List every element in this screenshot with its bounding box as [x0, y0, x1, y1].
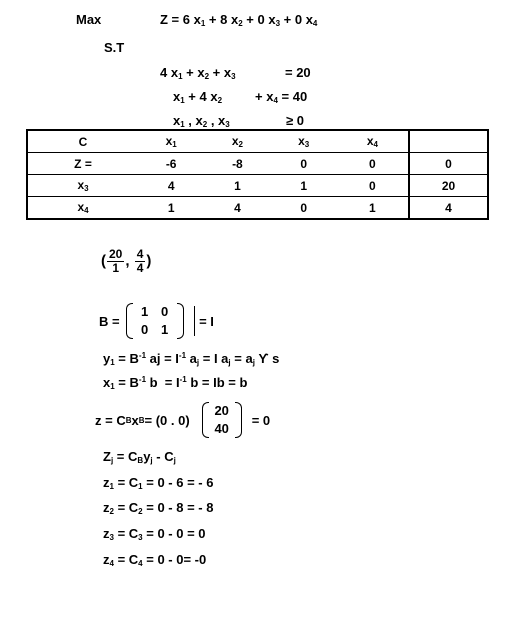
eq-z1: $z_1 = C_1 = 0 - 6$ = - 6: [103, 475, 214, 491]
xb-vector: 20 40: [202, 402, 242, 438]
table-row: [27, 197, 488, 220]
eq-z4: $z_4 = C_4 = 0 - 0= -0$: [103, 552, 207, 568]
header-cell: [409, 130, 488, 153]
constraint-2-slack: + $x_4 = 40$: [255, 89, 308, 105]
nonnegativity-rhs: ≥ 0: [286, 113, 304, 128]
eq-z2: $z_2 = C_2 = 0 - 8$ = - 8: [103, 500, 214, 516]
table-cell: 0: [271, 153, 337, 175]
table-cell: 0: [271, 197, 337, 220]
basis-matrix: 1 0 0 1: [126, 303, 184, 339]
basis-determinant: = I: [199, 313, 214, 329]
objective-function: Z = 6 $x_1 + 8$ $x_2 + 0$ $x_3 + 0$ $x_4$: [160, 12, 318, 28]
table-cell: -8: [204, 153, 270, 175]
table-cell: 0: [409, 153, 488, 175]
constraint-2: $x_1 + 4$ $x_2$: [173, 89, 223, 105]
ratio-fraction-1: $\frac{20}{1}$: [109, 247, 123, 275]
table-cell: 0: [337, 175, 409, 197]
constraint-1-rhs: = 20: [285, 65, 311, 80]
table-cell: 20: [409, 175, 488, 197]
table-cell: -6: [138, 153, 204, 175]
header-cell: C: [78, 134, 88, 149]
table-cell: 1: [138, 197, 204, 220]
basis-matrix-line: [99, 303, 214, 339]
constraint-1: 4 $x_1 + x_2 + x_3$: [160, 65, 236, 81]
simplex-tableau: [26, 129, 489, 220]
header-cell: $x_4$: [366, 134, 378, 149]
table-cell: 4: [138, 175, 204, 197]
eq-y1: $y_1 = B^{-1}$ aj = $I^{-1}$ $a_j = I$ $a_j = a_j$ ϒ s: [103, 351, 280, 367]
table-cell: $x_3$: [27, 175, 138, 197]
table-cell: 1: [204, 175, 270, 197]
basis-label: B =: [99, 313, 120, 329]
ratio-test: ( $\frac{20}{1}$ , $\frac{4}{4}$ ): [101, 247, 152, 275]
eq-zj: $Z_j = C_By_j - C_j$: [103, 449, 176, 465]
table-cell: 1: [271, 175, 337, 197]
table-cell: 4: [204, 197, 270, 220]
header-cell: $x_2$: [231, 134, 243, 149]
table-cell: 1: [337, 197, 409, 220]
eq-z: z = C B x B = (0 . 0) 20 40 = 0: [95, 403, 271, 436]
subject-to-label: S.T: [104, 40, 125, 55]
table-header-row: [27, 130, 488, 153]
table-cell: Z =: [27, 153, 138, 175]
eq-x1: $x_1 = B^{-1}$ $b = I^{-1}$ b = Ib = b: [103, 375, 248, 391]
objective-label: Max: [76, 12, 102, 27]
table-cell: 0: [337, 153, 409, 175]
table-cell: $x_4$: [27, 197, 138, 220]
ratio-fraction-2: $\frac{4}{4}$: [136, 247, 144, 275]
header-cell: $x_3$: [298, 134, 310, 149]
table-cell: 4: [409, 197, 488, 220]
table-row: [27, 175, 488, 197]
eq-z3: $z_3 = C_3 = 0 - 0 = 0$: [103, 526, 206, 542]
table-row: [27, 153, 488, 175]
nonnegativity: $x_1$ , $x_2$ , $x_3$: [173, 113, 230, 129]
header-cell: $x_1$: [165, 134, 177, 149]
